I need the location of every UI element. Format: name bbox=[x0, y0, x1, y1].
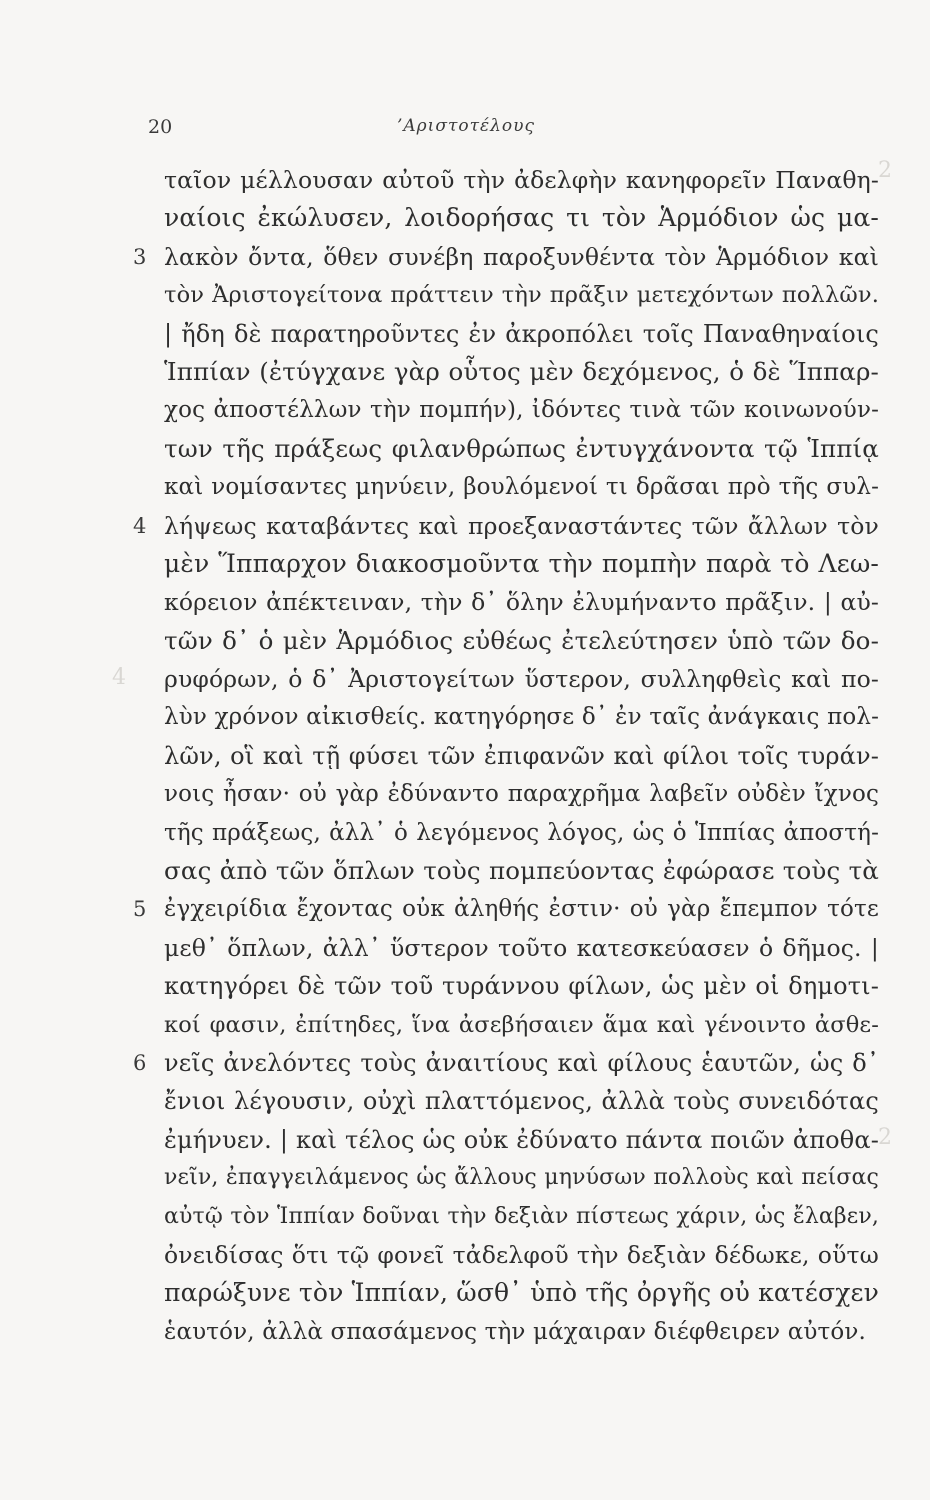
text-line bbox=[164, 1006, 879, 1044]
line-text: νοις ἦσαν· οὐ γὰρ ἐδύναντο παραχρῆμα λαβεῖν οὐδὲν ἴχνος bbox=[164, 781, 879, 808]
line-text: τῶν δ᾽ ὁ μὲν Ἁρμόδιος εὐθέως ἐτελεύτησεν ὑπὸ τῶν δο- bbox=[164, 625, 879, 655]
text-line bbox=[133, 507, 879, 545]
line-text: καὶ νομίσαντες μηνύειν, βουλόμενοί τι δρᾶσαι πρὸ τῆς συλ- bbox=[164, 474, 879, 501]
line-text: χος ἀποστέλλων τὴν πομπήν), ἰδόντες τινὰ τῶν κοινωνούν- bbox=[164, 397, 879, 424]
text-line bbox=[133, 1044, 879, 1082]
line-text: ὀνειδίσας ὅτι τῷ φονεῖ τἀδελφοῦ τὴν δεξιὰν δέδωκε, οὕτω bbox=[164, 1240, 879, 1269]
section-number: 6 bbox=[133, 1050, 147, 1075]
text-line bbox=[164, 276, 879, 314]
text-line bbox=[164, 199, 879, 237]
line-text: λῶν, οἳ καὶ τῇ φύσει τῶν ἐπιφανῶν καὶ φίλοι τοῖς τυράν- bbox=[164, 741, 879, 770]
show-through-margin-mark: 2 bbox=[878, 1125, 892, 1150]
line-text: τὸν Ἀριστογείτονα πράττειν τὴν πρᾶξιν μετεχόντων πολλῶν. bbox=[164, 282, 879, 309]
text-line bbox=[164, 929, 879, 967]
text-line bbox=[164, 775, 879, 813]
show-through-margin-mark: 4 bbox=[112, 665, 126, 690]
text-line bbox=[164, 430, 879, 468]
line-text: ναίοις ἐκώλυσεν, λοιδορήσας τι τὸν Ἁρμόδιον ὡς μα- bbox=[164, 203, 879, 233]
text-line bbox=[164, 1082, 879, 1120]
line-text: ἔνιοι λέγουσιν, οὐχὶ πλαττόμενος, ἀλλὰ τοὺς συνειδότας bbox=[164, 1087, 879, 1116]
running-head: ’Αριστοτέλους bbox=[397, 116, 535, 136]
line-text: κόρειον ἀπέκτειναν, τὴν δ᾽ ὅλην ἐλυμήναντο πρᾶξιν. | αὐ- bbox=[164, 588, 879, 617]
line-text: μεθ᾽ ὅπλων, ἀλλ᾽ ὕστερον τοῦτο κατεσκεύασεν ὁ δῆμος. | bbox=[164, 933, 879, 962]
text-line bbox=[164, 353, 879, 391]
text-line bbox=[164, 161, 879, 199]
line-text: νεῖν, ἐπαγγειλάμενος ὡς ἄλλους μηνύσων πολλοὺς καὶ πείσας bbox=[164, 1165, 879, 1191]
text-line bbox=[164, 698, 879, 736]
text-line bbox=[164, 1274, 879, 1312]
line-text: νεῖς ἀνελόντες τοὺς ἀναιτίους καὶ φίλους ἑαυτῶν, ὡς δ᾽ bbox=[164, 1048, 879, 1077]
line-text: ἐμήνυεν. | καὶ τέλος ὡς οὐκ ἐδύνατο πάντα ποιῶν ἀποθα- bbox=[164, 1125, 879, 1154]
text-line bbox=[164, 1198, 879, 1236]
line-text: Ἱππίαν (ἐτύγχανε γὰρ οὗτος μὲν δεχόμενος, ὁ δὲ Ἵππαρ- bbox=[164, 356, 879, 386]
text-line bbox=[164, 737, 879, 775]
show-through-margin-mark: 2 bbox=[878, 158, 892, 183]
line-text: τῆς πράξεως, ἀλλ᾽ ὁ λεγόμενος λόγος, ὡς ὁ Ἱππίας ἀποστή- bbox=[164, 819, 879, 846]
line-text: μὲν Ἵππαρχον διακοσμοῦντα τὴν πομπὴν παρὰ τὸ Λεω- bbox=[164, 548, 879, 578]
line-text: σας ἀπὸ τῶν ὅπλων τοὺς πομπεύοντας ἐφώρασε τοὺς τὰ bbox=[164, 856, 879, 886]
text-line bbox=[164, 545, 879, 583]
text-line bbox=[133, 238, 879, 276]
text-line bbox=[164, 583, 879, 621]
text-line bbox=[164, 814, 879, 852]
line-text: ταῖον μέλλουσαν αὐτοῦ τὴν ἀδελφὴν κανηφορεῖν Παναθη- bbox=[164, 166, 879, 194]
line-text: των τῆς πράξεως φιλανθρώπως ἐντυγχάνοντα τῷ Ἱππίᾳ bbox=[164, 433, 879, 463]
page-header bbox=[0, 116, 930, 146]
section-number: 5 bbox=[133, 897, 147, 922]
line-text: | ἤδη δὲ παρατηροῦντες ἐν ἀκροπόλει τοῖς Παναθηναίοις bbox=[164, 319, 879, 348]
line-text: ἐγχειρίδια ἔχοντας οὐκ ἀληθής ἐστιν· οὐ γὰρ ἔπεμπον τότε bbox=[164, 896, 879, 923]
line-text: κατηγόρει δὲ τῶν τοῦ τυράννου φίλων, ὡς μὲν οἱ δημοτι- bbox=[164, 972, 879, 1001]
section-number: 4 bbox=[133, 513, 147, 538]
line-text: ἑαυτόν, ἀλλὰ σπασάμενος τὴν μάχαιραν διέφθειρεν αὐτόν. bbox=[164, 1318, 867, 1345]
text-line bbox=[164, 660, 879, 698]
text-line bbox=[164, 1121, 879, 1159]
text-line bbox=[164, 1313, 879, 1351]
text-line bbox=[164, 622, 879, 660]
text-line bbox=[133, 890, 879, 928]
greek-text-body bbox=[133, 161, 879, 1351]
text-line bbox=[164, 967, 879, 1005]
line-text: λήψεως καταβάντες καὶ προεξαναστάντες τῶν ἄλλων τὸν bbox=[164, 511, 879, 540]
line-text: κοί φασιν, ἐπίτηδες, ἵνα ἀσεβήσαιεν ἅμα καὶ γένοιντο ἀσθε- bbox=[164, 1011, 879, 1038]
line-text: λὺν χρόνον αἰκισθείς. κατηγόρησε δ᾽ ἐν ταῖς ἀνάγκαις πολ- bbox=[164, 704, 879, 731]
page-number: 20 bbox=[148, 116, 173, 138]
line-text: παρώξυνε τὸν Ἱππίαν, ὥσθ᾽ ὑπὸ τῆς ὀργῆς οὐ κατέσχεν bbox=[164, 1278, 879, 1308]
text-line bbox=[164, 391, 879, 429]
line-text: ρυφόρων, ὁ δ᾽ Ἀριστογείτων ὕστερον, συλληφθεὶς καὶ πο- bbox=[164, 665, 879, 694]
line-text: λακὸν ὄντα, ὅθεν συνέβη παροξυνθέντα τὸν Ἁρμόδιον καὶ bbox=[164, 242, 879, 271]
text-line bbox=[164, 468, 879, 506]
text-line bbox=[164, 315, 879, 353]
line-text: αὐτῷ τὸν Ἱππίαν δοῦναι τὴν δεξιὰν πίστεως χάριν, ὡς ἔλαβεν, bbox=[164, 1203, 879, 1229]
section-number: 3 bbox=[133, 244, 147, 269]
text-line bbox=[164, 1159, 879, 1197]
text-line bbox=[164, 852, 879, 890]
text-line bbox=[164, 1236, 879, 1274]
